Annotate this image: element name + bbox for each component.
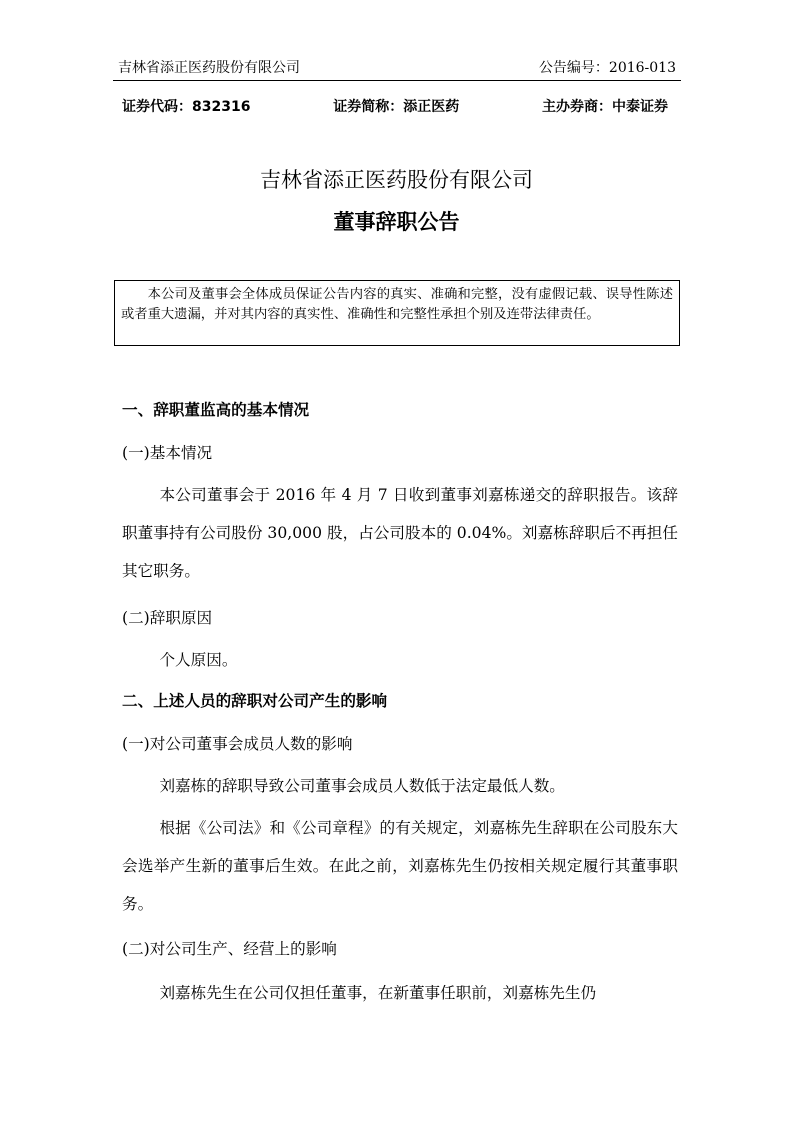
section-1-paragraph-2: 个人原因。 — [159, 651, 238, 669]
securities-info — [122, 97, 668, 117]
header-announcement-no: 公告编号：2016-013 — [538, 60, 676, 76]
disclaimer-box: 本公司及董事会全体成员保证公告内容的真实、准确和完整，没有虚假记载、误导性陈述或者重大遗漏，并对其内容的真实性、准确性和完整性承担个别及连带法律责任。 — [114, 280, 680, 346]
section-1-heading: 一、辞职董监高的基本情况 — [122, 401, 310, 419]
securities-code: 证券代码：832316 — [122, 99, 251, 115]
section-2-paragraph-2: 根据《公司法》和《公司章程》的有关规定，刘嘉栋先生辞职在公司股东大会选举产生新的董事后生效。在此之前，刘嘉栋先生仍按相关规定履行其董事职务。 — [122, 819, 678, 913]
securities-broker: 主办券商：中泰证券 — [541, 99, 668, 115]
section-1-sub-2: (二)辞职原因 — [122, 609, 213, 627]
page-header — [118, 58, 676, 78]
securities-short-name: 证券简称：添正医药 — [333, 99, 460, 115]
section-2-paragraph-3: 刘嘉栋先生在公司仅担任董事，在新董事任职前，刘嘉栋先生仍 — [159, 984, 597, 1002]
section-1-sub-1: (一)基本情况 — [122, 444, 213, 462]
section-2-sub-1: (一)对公司董事会成员人数的影响 — [122, 735, 353, 753]
section-1-paragraph-1: 本公司董事会于 2016 年 4 月 7 日收到董事刘嘉栋递交的辞职报告。该辞职董事持有公司股份 30,000 股，占公司股本的 0.04%。刘嘉栋辞职后不再担任其它职务。 — [122, 486, 678, 580]
header-company: 吉林省添正医药股份有限公司 — [118, 60, 300, 76]
section-2-paragraph-1: 刘嘉栋的辞职导致公司董事会成员人数低于法定最低人数。 — [159, 777, 565, 795]
company-title: 吉林省添正医药股份有限公司 — [260, 168, 533, 192]
section-2-sub-2: (二)对公司生产、经营上的影响 — [122, 940, 337, 958]
header-divider — [113, 80, 681, 81]
section-2-heading: 二、上述人员的辞职对公司产生的影响 — [122, 692, 388, 710]
announcement-title: 董事辞职公告 — [333, 210, 460, 234]
